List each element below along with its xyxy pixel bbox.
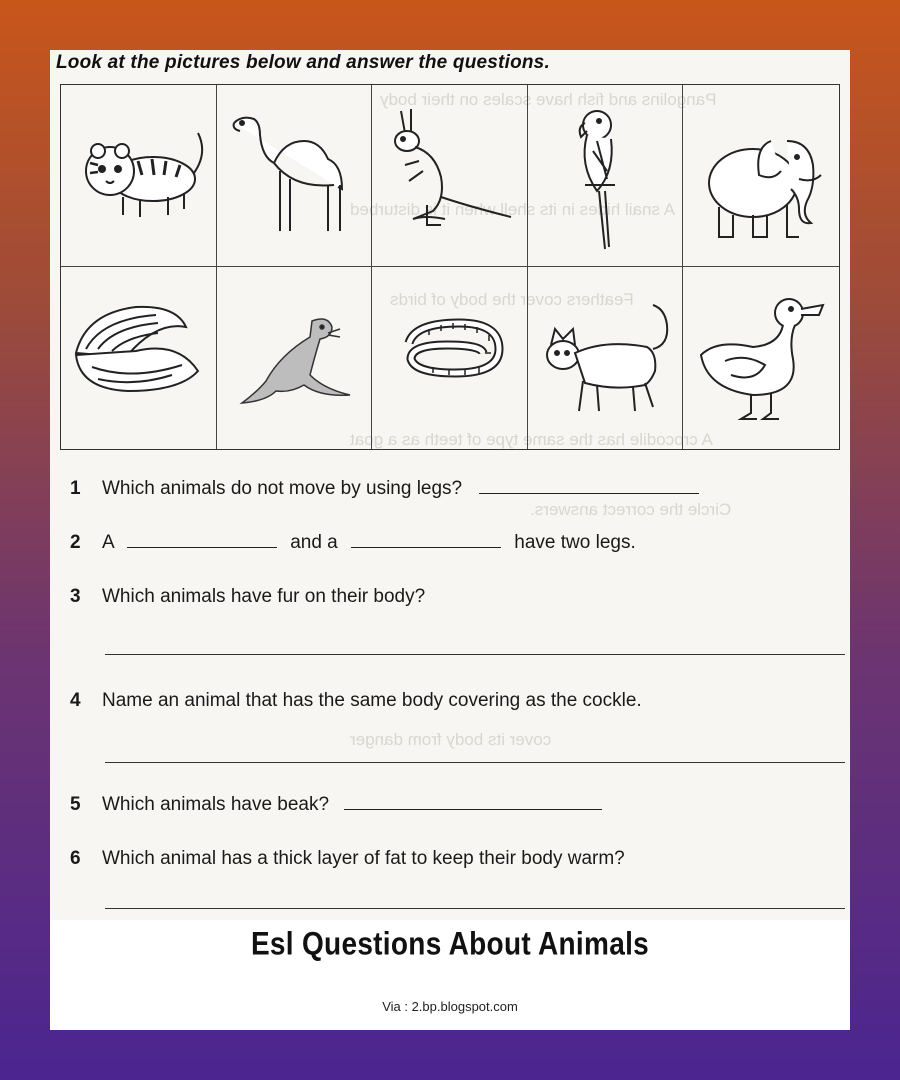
grid-cell-earthworm bbox=[372, 267, 528, 449]
parrot-icon bbox=[535, 101, 675, 251]
question-text-part: and a bbox=[290, 532, 338, 553]
answer-blank[interactable] bbox=[127, 533, 277, 548]
duck-icon bbox=[691, 283, 831, 433]
question-4 bbox=[70, 690, 642, 712]
answer-blank[interactable] bbox=[344, 795, 602, 810]
question-3 bbox=[70, 586, 425, 608]
grid-cell-elephant bbox=[683, 85, 839, 267]
answer-line[interactable] bbox=[105, 908, 845, 909]
question-text: Name an animal that has the same body covering as the cockle. bbox=[102, 690, 642, 711]
answer-blank[interactable] bbox=[351, 533, 501, 548]
question-text: Which animal has a thick layer of fat to keep their body warm? bbox=[102, 848, 625, 869]
question-text-part: have two legs. bbox=[514, 532, 636, 553]
cockle-icon bbox=[68, 283, 208, 433]
bleed-through-text: Circle the correct answers. bbox=[530, 500, 732, 519]
bleed-through-text: A crocodile has the same type of teeth as a goat bbox=[350, 430, 713, 449]
question-number: 2 bbox=[70, 532, 81, 553]
bleed-through-text: cover its body from danger bbox=[350, 730, 552, 749]
source-credit: Via : 2.bp.blogspot.com bbox=[382, 999, 518, 1014]
grid-cell-cockle bbox=[61, 267, 217, 449]
question-text-part: A bbox=[102, 532, 114, 553]
answer-line[interactable] bbox=[105, 654, 845, 655]
bleed-through-text: Pangolins and fish have scales on their body bbox=[380, 90, 717, 109]
answer-blank[interactable] bbox=[479, 479, 699, 494]
grid-cell-seal bbox=[217, 267, 373, 449]
image-card bbox=[50, 50, 850, 1030]
question-number: 3 bbox=[70, 586, 81, 607]
worksheet-scan bbox=[50, 50, 850, 920]
question-text: Which animals have fur on their body? bbox=[102, 586, 426, 607]
grid-cell-duck bbox=[683, 267, 839, 449]
question-text: Which animals have beak? bbox=[102, 794, 330, 815]
question-2 bbox=[70, 532, 636, 554]
bleed-through-text: Feathers cover the body of birds bbox=[390, 290, 634, 309]
question-1 bbox=[70, 478, 699, 500]
grid-cell-cat bbox=[528, 267, 684, 449]
grid-cell-camel bbox=[217, 85, 373, 267]
tiger-icon bbox=[68, 101, 208, 251]
image-title: Esl Questions About Animals bbox=[250, 925, 650, 962]
seal-icon bbox=[224, 283, 364, 433]
instruction-heading: Look at the pictures below and answer the questions. bbox=[56, 52, 550, 73]
question-5 bbox=[70, 794, 602, 816]
cat-icon bbox=[535, 283, 675, 433]
grid-cell-kangaroo bbox=[372, 85, 528, 267]
kangaroo-icon bbox=[379, 101, 519, 251]
animal-picture-grid bbox=[60, 84, 840, 450]
earthworm-icon bbox=[379, 283, 519, 433]
elephant-icon bbox=[691, 101, 831, 251]
grid-cell-tiger bbox=[61, 85, 217, 267]
question-number: 4 bbox=[70, 690, 81, 711]
answer-line[interactable] bbox=[105, 762, 845, 763]
question-number: 1 bbox=[70, 478, 81, 499]
grid-cell-parrot bbox=[528, 85, 684, 267]
bleed-through-text: A snail hides in its shell when it is disturbed bbox=[350, 200, 676, 219]
camel-icon bbox=[224, 101, 364, 251]
question-number: 6 bbox=[70, 848, 81, 869]
question-6 bbox=[70, 848, 625, 870]
question-number: 5 bbox=[70, 794, 81, 815]
question-text: Which animals do not move by using legs? bbox=[102, 478, 463, 499]
